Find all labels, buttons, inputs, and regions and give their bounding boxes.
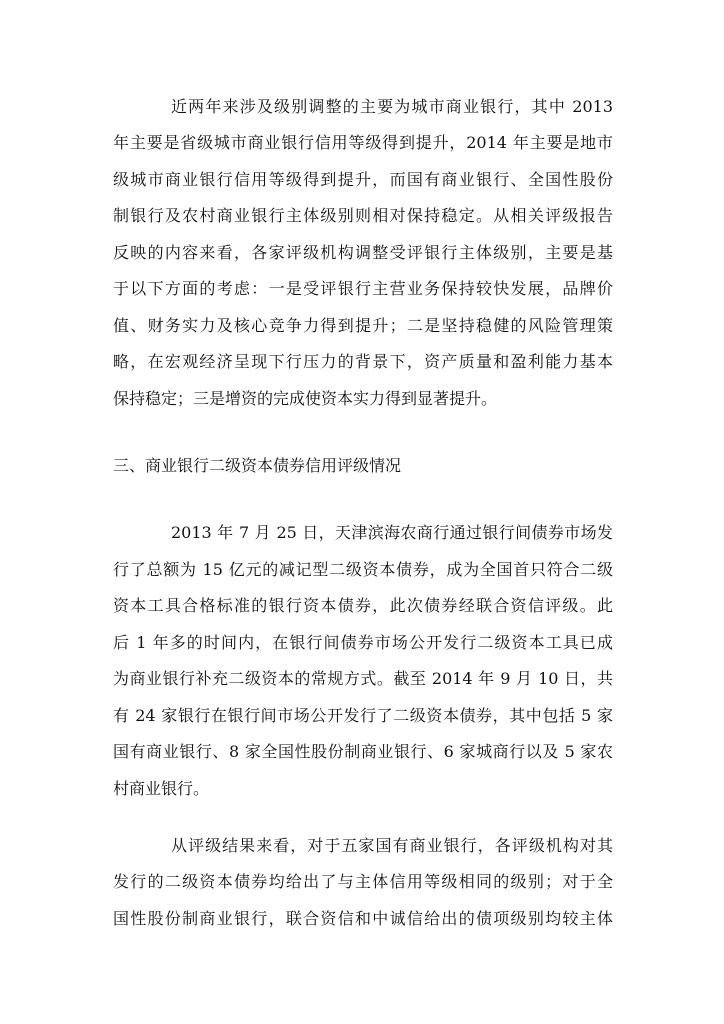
text-line: 村商业银行。 — [113, 779, 210, 798]
text-line: 从评级结果来看，对于五家国有商业银行，各评级机构对其 — [171, 836, 613, 855]
text-line: 制银行及农村商业银行主体级别则相对保持稳定。从相关评级报告 — [113, 206, 613, 225]
text-line: 为商业银行补充二级资本的常规方式。截至 2014 年 9 月 10 日，共 — [113, 669, 613, 688]
text-line: 反映的内容来看，各家评级机构调整受评银行主体级别，主要是基 — [113, 243, 613, 262]
text-line: 后 1 年多的时间内，在银行间债券市场公开发行二级资本工具已成 — [113, 633, 613, 652]
text-line: 有 24 家银行在银行间市场公开发行了二级资本债券，其中包括 5 家 — [113, 706, 613, 725]
text-line: 国性股份制商业银行，联合资信和中诚信给出的债项级别均较主体 — [113, 909, 613, 928]
text-line: 保持稳定；三是增资的完成使资本实力得到显著提升。 — [113, 389, 498, 408]
text-line: 发行的二级资本债券均给出了与主体信用等级相同的级别；对于全 — [113, 872, 613, 891]
text-line: 资本工具合格标准的银行资本债券，此次债券经联合资信评级。此 — [113, 596, 613, 615]
text-line: 于以下方面的考虑：一是受评银行主营业务保持较快发展，品牌价 — [113, 279, 613, 298]
text-line: 国有商业银行、8 家全国性股份制商业银行、6 家城商行以及 5 家农 — [113, 742, 613, 761]
text-line: 年主要是省级城市商业银行信用等级得到提升，2014 年主要是地市 — [113, 133, 613, 152]
text-line: 值、财务实力及核心竞争力得到提升；二是坚持稳健的风险管理策 — [113, 316, 613, 335]
text-line: 近两年来涉及级别调整的主要为城市商业银行，其中 2013 — [171, 97, 613, 116]
text-line: 2013 年 7 月 25 日，天津滨海农商行通过银行间债券市场发 — [171, 523, 613, 542]
text-line: 略，在宏观经济呈现下行压力的背景下，资产质量和盈利能力基本 — [113, 352, 613, 371]
text-line: 级城市商业银行信用等级得到提升，而国有商业银行、全国性股份 — [113, 170, 613, 189]
section-heading: 三、商业银行二级资本债券信用评级情况 — [113, 456, 402, 475]
text-line: 行了总额为 15 亿元的减记型二级资本债券，成为全国首只符合二级 — [113, 560, 613, 579]
